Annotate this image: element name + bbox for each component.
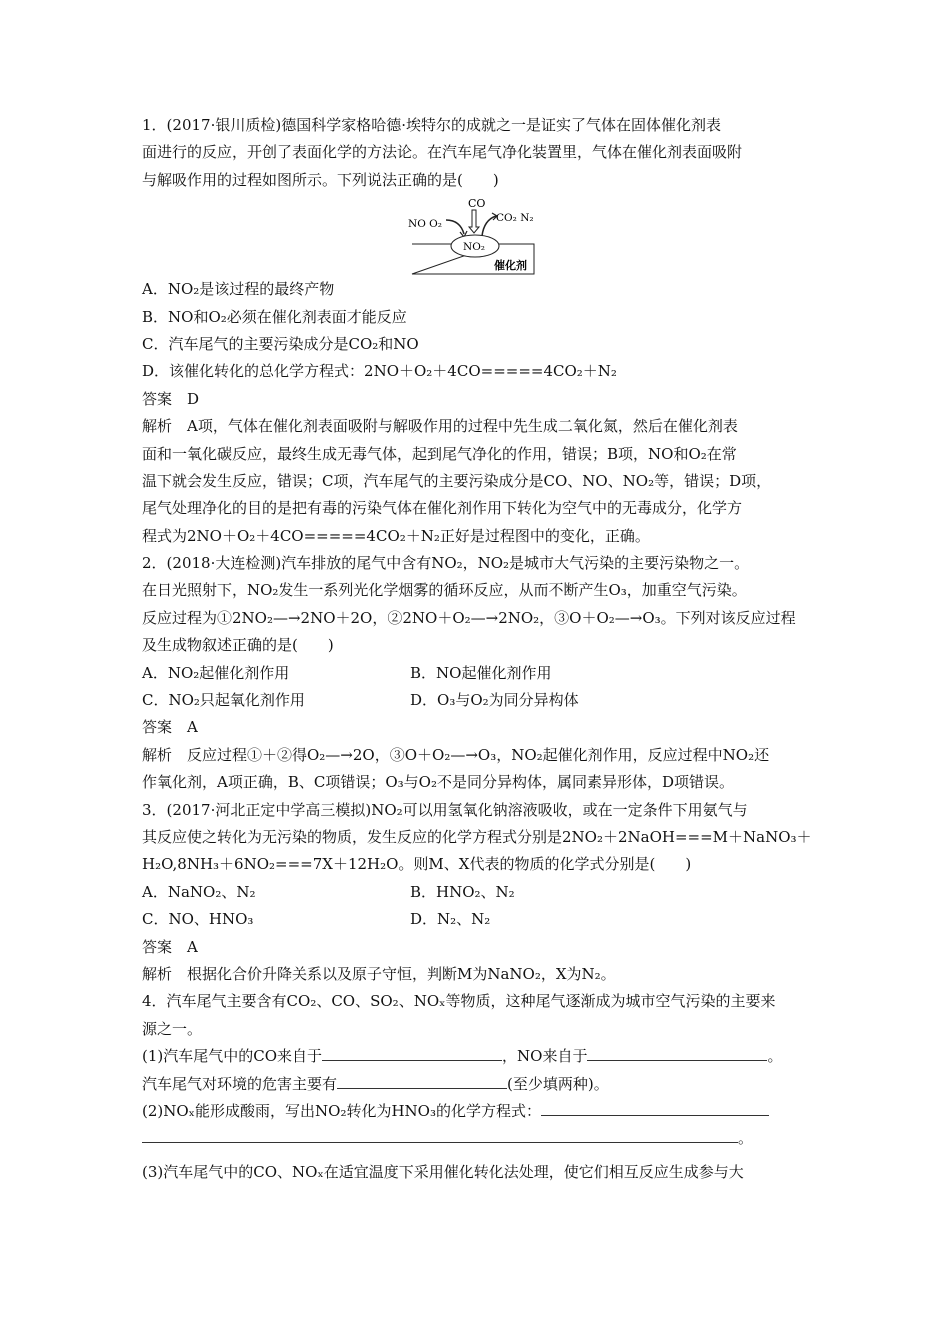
arrow-in-icon bbox=[446, 220, 464, 234]
diagram-ellipse-label: NO₂ bbox=[463, 241, 486, 254]
q1-option-a: A．NO₂是该过程的最终产物 bbox=[142, 280, 335, 299]
answer-blank[interactable] bbox=[587, 1044, 767, 1061]
q3-answer: 答案 A bbox=[142, 937, 198, 956]
catalyst-diagram bbox=[142, 194, 814, 276]
q3-option-c: C．NO、HNO₃ bbox=[142, 910, 254, 929]
q4-part3: (3)汽车尾气中的CO、NOₓ在适宜温度下采用催化转化法处理，使它们相互反应生成参与大 bbox=[142, 1162, 744, 1181]
question-2 bbox=[142, 550, 814, 797]
q2-option-c: C．NO₂只起氧化剂作用 bbox=[142, 691, 305, 710]
document-page bbox=[142, 112, 814, 1186]
diagram-co-label: CO bbox=[468, 197, 486, 211]
q1-analysis-line: 尾气处理净化的目的是把有毒的污染气体在催化剂作用下转化为空气中的无毒成分，化学方 bbox=[142, 499, 743, 518]
q2-options-row bbox=[142, 660, 814, 687]
question-4 bbox=[142, 988, 814, 1186]
catalyst-diagram-svg bbox=[408, 194, 540, 276]
q1-option-b: B．NO和O₂必须在催化剂表面才能反应 bbox=[142, 307, 407, 326]
answer-blank[interactable] bbox=[142, 1126, 738, 1143]
diagram-left-label: NO O₂ bbox=[408, 218, 442, 231]
q3-stem-line: 3．(2017·河北正定中学高三模拟)NO₂可以用氢氧化钠溶液吸收，或在一定条件下用氨气与 bbox=[142, 800, 748, 819]
q2-stem-line: 在日光照射下，NO₂发生一系列光化学烟雾的循环反应，从而不断产生O₃，加重空气污染。 bbox=[142, 581, 747, 600]
q4-part1-hazard: 汽车尾气对环境的危害主要有 (至少填两种)。 bbox=[142, 1071, 814, 1098]
q3-stem-line: H₂O,8NH₃＋6NO₂===7X＋12H₂O。则M、X代表的物质的化学式分别是( ) bbox=[142, 855, 692, 874]
q2-options-row bbox=[142, 687, 814, 714]
q2-option-b: B．NO起催化剂作用 bbox=[410, 663, 552, 682]
q3-stem-line: 其反应使之转化为无污染的物质，发生反应的化学方程式分别是2NO₂＋2NaOH===M＋NaNO₃＋ bbox=[142, 827, 812, 846]
q4-part2: (2)NOₓ能形成酸雨，写出NO₂转化为HNO₃的化学方程式： bbox=[142, 1098, 814, 1125]
q1-analysis-line: 程式为2NO＋O₂＋4CO=====4CO₂＋N₂正好是过程图中的变化，正确。 bbox=[142, 526, 650, 545]
q1-stem-line: 与解吸作用的过程如图所示。下列说法正确的是( ) bbox=[142, 170, 499, 189]
q2-answer: 答案 A bbox=[142, 718, 198, 737]
diagram-catalyst-label: 催化剂 bbox=[494, 259, 527, 273]
q3-option-d: D．N₂、N₂ bbox=[410, 910, 491, 929]
q2-stem-line: 及生成物叙述正确的是( ) bbox=[142, 636, 334, 655]
q2-stem-line: 反应过程为①2NO₂—→2NO＋2O，②2NO＋O₂—→2NO₂，③O＋O₂—→O₃。下列对该反应过程 bbox=[142, 608, 796, 627]
q4-part2-continued: 。 bbox=[142, 1125, 814, 1152]
q4-stem-line: 4．汽车尾气主要含有CO₂、CO、SO₂、NOₓ等物质，这种尾气逐渐成为城市空气污染的主要来 bbox=[142, 992, 776, 1011]
q1-option-d: D．该催化转化的总化学方程式：2NO＋O₂＋4CO=====4CO₂＋N₂ bbox=[142, 362, 617, 381]
answer-blank[interactable] bbox=[541, 1099, 769, 1116]
answer-blank[interactable] bbox=[322, 1044, 502, 1061]
q1-analysis-line: 解析 A项，气体在催化剂表面吸附与解吸作用的过程中先生成二氧化氮，然后在催化剂表 bbox=[142, 417, 738, 436]
q3-option-a: A．NaNO₂、N₂ bbox=[142, 882, 256, 901]
q1-answer: 答案 D bbox=[142, 389, 200, 408]
arrow-down-icon bbox=[469, 210, 479, 233]
question-1 bbox=[142, 112, 814, 550]
q2-analysis-line: 解析 反应过程①＋②得O₂—→2O，③O＋O₂—→O₃，NO₂起催化剂作用，反应过程中NO₂还 bbox=[142, 745, 770, 764]
q4-part1: (1)汽车尾气中的CO来自于 ，NO来自于 。 bbox=[142, 1043, 814, 1070]
q3-analysis-line: 解析 根据化合价升降关系以及原子守恒，判断M为NaNO₂，X为N₂。 bbox=[142, 964, 616, 983]
q1-analysis-line: 面和一氧化碳反应，最终生成无毒气体，起到尾气净化的作用，错误；B项，NO和O₂在常 bbox=[142, 444, 737, 463]
q1-analysis-line: 温下就会发生反应，错误；C项，汽车尾气的主要污染成分是CO、NO、NO₂等，错误；D项， bbox=[142, 471, 772, 490]
q4-stem-line: 源之一。 bbox=[142, 1019, 203, 1038]
q1-stem-line: 1．(2017·银川质检)德国科学家格哈德·埃特尔的成就之一是证实了气体在固体催化剂表 bbox=[142, 116, 721, 134]
answer-blank[interactable] bbox=[337, 1072, 507, 1089]
diagram-right-label: CO₂ N₂ bbox=[496, 212, 534, 225]
q3-options-row bbox=[142, 879, 814, 906]
q2-option-a: A．NO₂起催化剂作用 bbox=[142, 663, 290, 682]
q3-option-b: B．HNO₂、N₂ bbox=[410, 882, 515, 901]
q1-stem-line: 面进行的反应，开创了表面化学的方法论。在汽车尾气净化装置里，气体在催化剂表面吸附 bbox=[142, 143, 743, 162]
q1-option-c: C．汽车尾气的主要污染成分是CO₂和NO bbox=[142, 334, 419, 353]
q2-stem-line: 2．(2018·大连检测)汽车排放的尾气中含有NO₂，NO₂是城市大气污染的主要污染物之一。 bbox=[142, 554, 750, 573]
q2-analysis-line: 作氧化剂，A项正确，B、C项错误；O₃与O₂不是同分异构体，属同素异形体，D项错误。 bbox=[142, 773, 734, 792]
q3-options-row bbox=[142, 906, 814, 933]
question-3 bbox=[142, 797, 814, 989]
q2-option-d: D．O₃与O₂为同分异构体 bbox=[410, 691, 579, 710]
